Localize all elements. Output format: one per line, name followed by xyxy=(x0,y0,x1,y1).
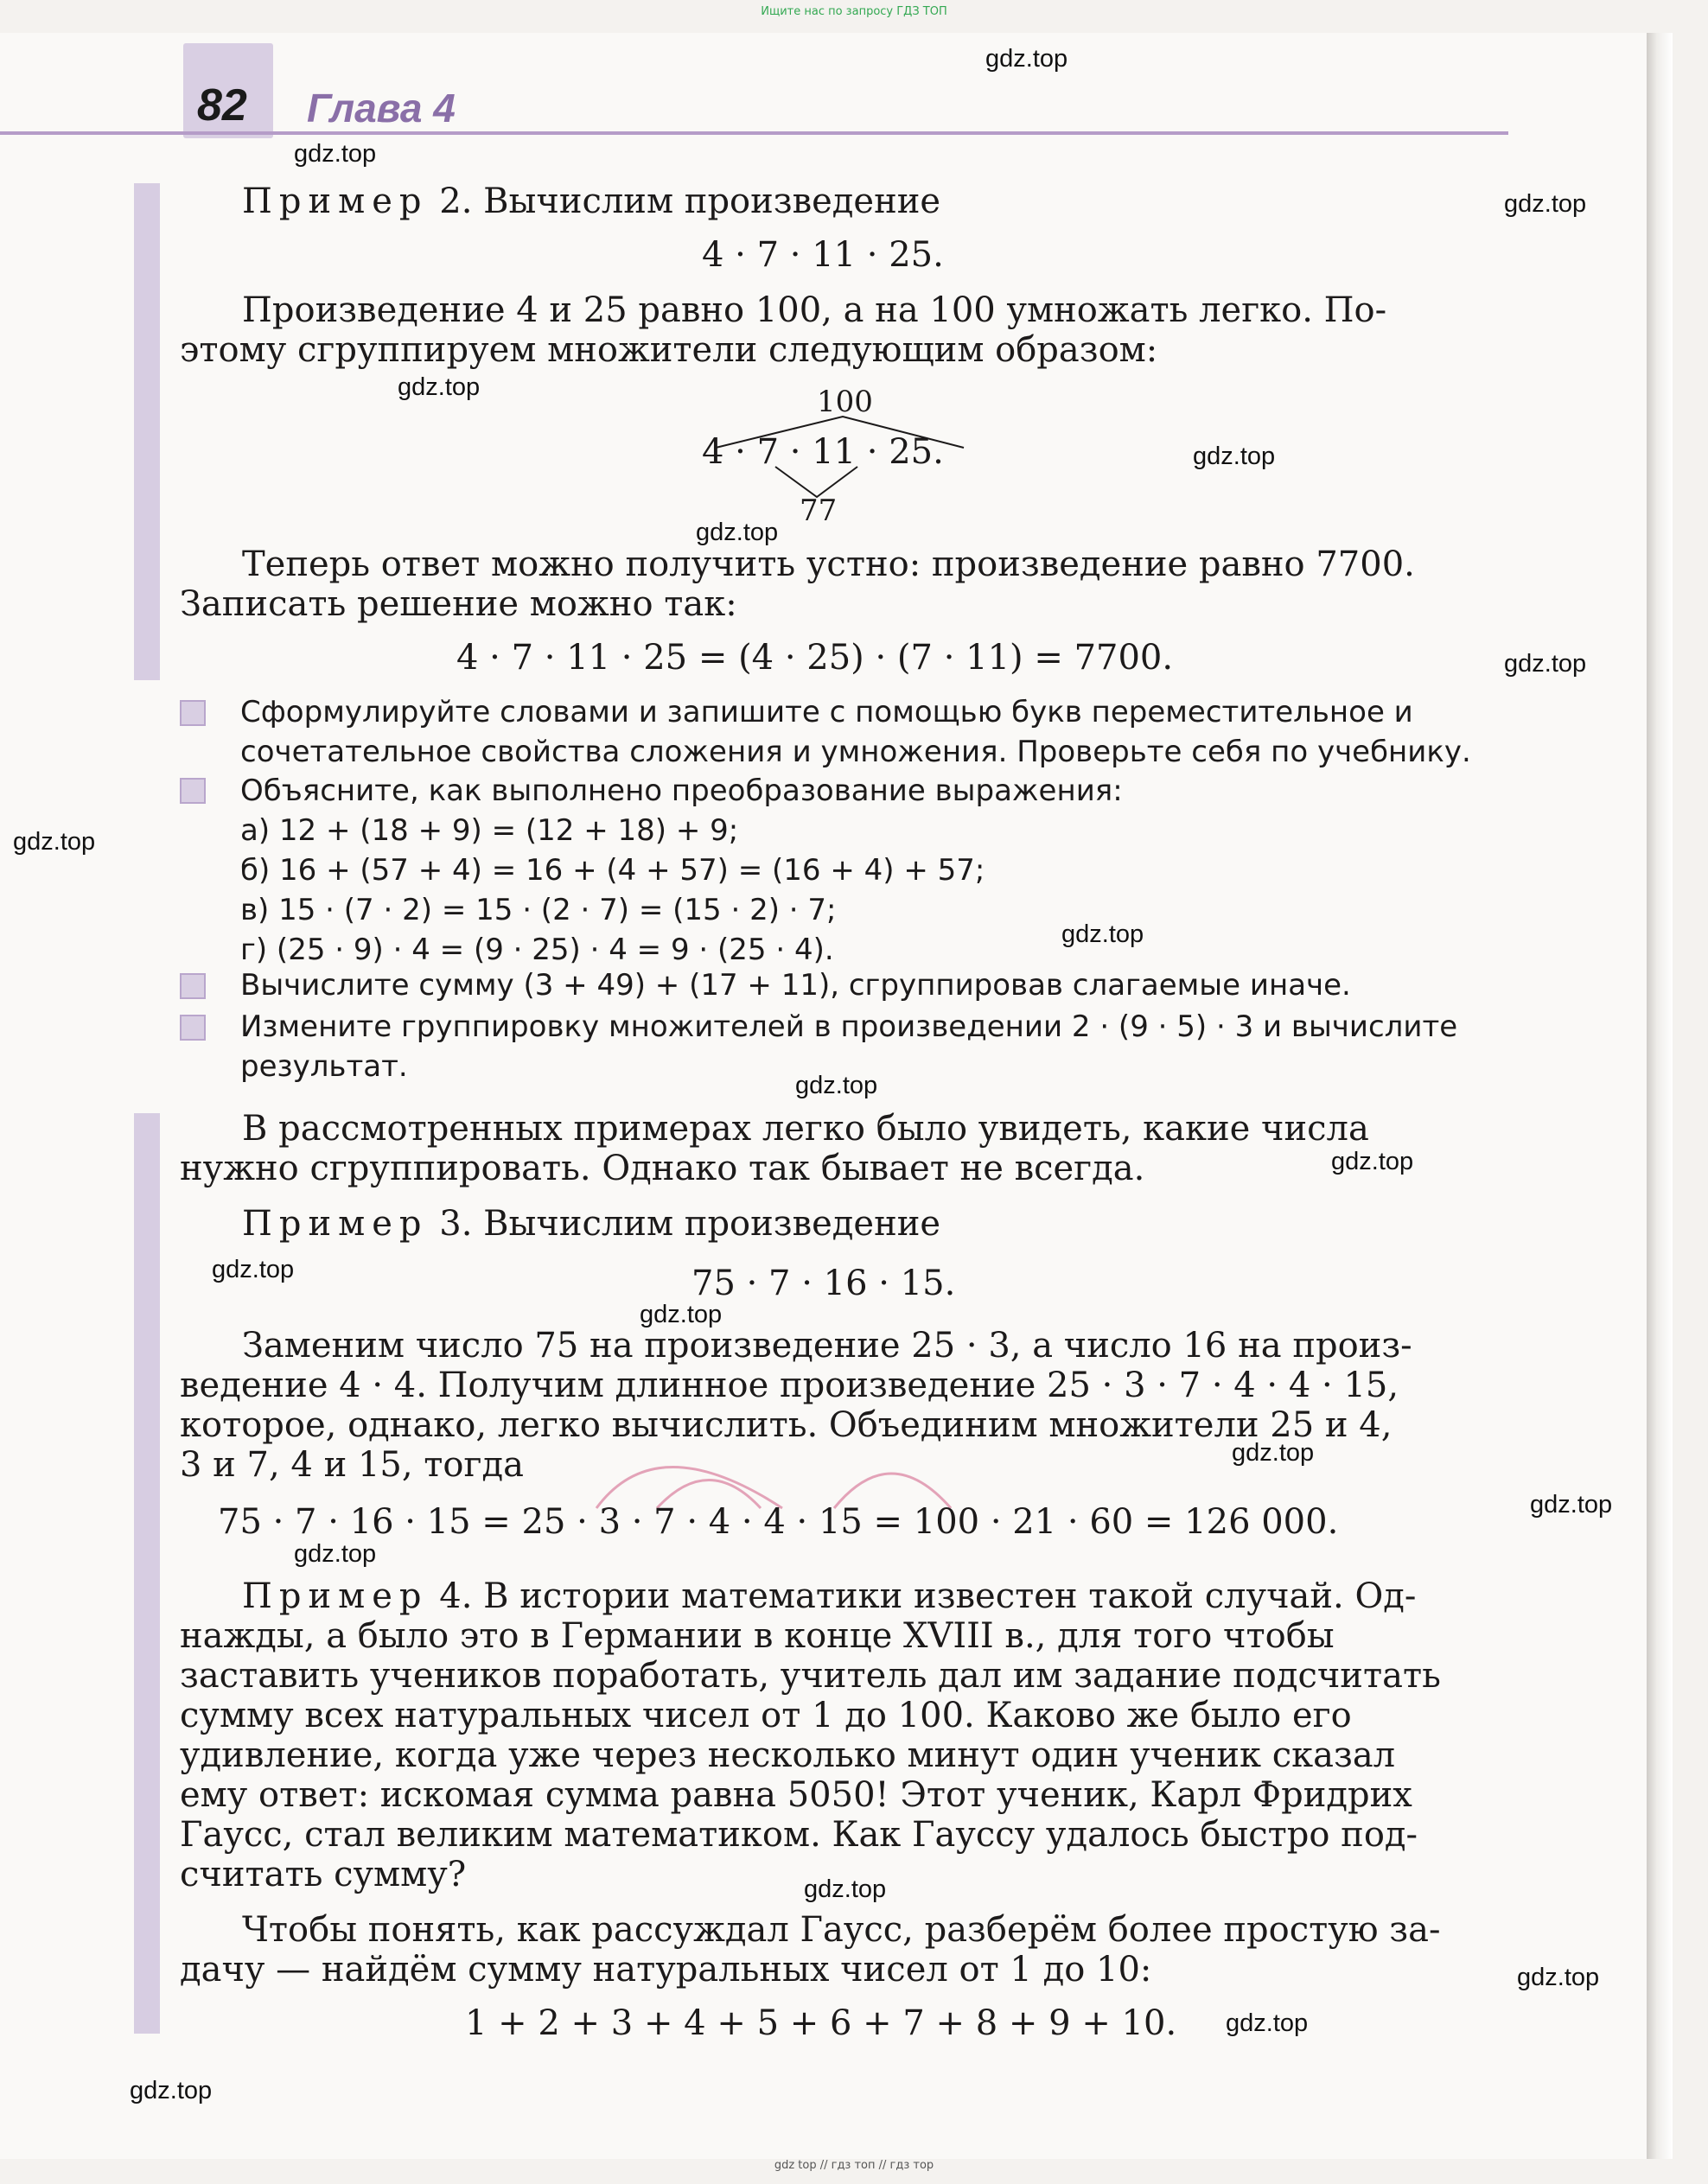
diagram-expression: 4 · 7 · 11 · 25. xyxy=(702,432,944,472)
example3-solution: 75 · 7 · 16 · 15 = 25 · 3 · 7 · 4 · 4 · 15 = 100 · 21 · 60 = 126 000. xyxy=(218,1502,1339,1542)
watermark: gdz.top xyxy=(804,1875,887,1903)
watermark: gdz.top xyxy=(294,1540,377,1568)
paragraph-line: 3 и 7, 4 и 15, тогда xyxy=(180,1445,524,1485)
watermark: gdz.top xyxy=(795,1072,878,1099)
paragraph-line: этому сгруппируем множители следующим образом: xyxy=(180,330,1158,370)
paragraph-line: дачу — найдём сумму натуральных чисел от 1 до 10: xyxy=(180,1950,1152,1990)
example4-sum: 1 + 2 + 3 + 4 + 5 + 6 + 7 + 8 + 9 + 10. xyxy=(465,2003,1177,2043)
question-item: г) (25 · 9) · 4 = (9 · 25) · 4 = 9 · (25 · 4). xyxy=(240,933,834,967)
question-item: а) 12 + (18 + 9) = (12 + 18) + 9; xyxy=(240,813,739,848)
paragraph-line: нужно сгруппировать. Однако так бывает не всегда. xyxy=(180,1149,1145,1188)
watermark: gdz.top xyxy=(1193,443,1276,470)
example-title: 3. Вычислим произведение xyxy=(439,1204,941,1244)
example-label: Пример xyxy=(242,181,429,221)
example-title: 2. Вычислим произведение xyxy=(439,181,941,221)
paragraph-line: ведение 4 · 4. Получим длинное произведение 25 · 3 · 7 · 4 · 4 · 15, xyxy=(180,1366,1399,1405)
diagram-top-label: 100 xyxy=(817,385,873,419)
watermark: gdz.top xyxy=(1061,920,1144,948)
question-line: Сформулируйте словами и запишите с помощью букв переместительное и xyxy=(240,695,1413,729)
paragraph-line: сумму всех натуральных чисел от 1 до 100. Каково же было его xyxy=(180,1696,1352,1735)
paragraph-line: Чтобы понять, как рассуждал Гаусс, разберём более простую за- xyxy=(242,1910,1441,1950)
paragraph-line: Заменим число 75 на произведение 25 · 3, а число 16 на произ- xyxy=(242,1326,1412,1366)
example-label: Пример xyxy=(242,1576,429,1616)
watermark: gdz.top xyxy=(1331,1148,1414,1175)
watermark: gdz.top xyxy=(1226,2009,1309,2037)
paragraph-line: В рассмотренных примерах легко было увидеть, какие числа xyxy=(242,1109,1369,1149)
watermark: gdz.top xyxy=(1517,1964,1600,1991)
paragraph-line: нажды, а было это в Германии в конце XVIII в., для того чтобы xyxy=(180,1616,1335,1656)
page-number: 82 xyxy=(197,80,247,131)
question-line: Объясните, как выполнено преобразование выражения: xyxy=(240,774,1123,808)
question-line: результат. xyxy=(240,1049,408,1084)
watermark: gdz.top xyxy=(985,45,1068,73)
chapter-title: Глава 4 xyxy=(307,86,456,131)
watermark: gdz.top xyxy=(212,1256,295,1283)
bottom-banner[interactable]: gdz top // гдз топ // гдз тор xyxy=(774,2159,934,2172)
example-label: Пример xyxy=(242,1204,429,1244)
watermark: gdz.top xyxy=(1530,1491,1613,1519)
example-title: 4. В истории математики известен такой случай. Од- xyxy=(439,1576,1417,1616)
example2-solution: 4 · 7 · 11 · 25 = (4 · 25) · (7 · 11) = 7700. xyxy=(456,638,1174,678)
diagram-bottom-label: 77 xyxy=(800,493,838,528)
top-banner[interactable]: Ищите нас по запросу ГДЗ ТОП xyxy=(761,5,947,18)
watermark: gdz.top xyxy=(130,2077,213,2104)
question-line: Вычислите сумму (3 + 49) + (17 + 11), сгруппировав слагаемые иначе. xyxy=(240,968,1351,1003)
example3-expression: 75 · 7 · 16 · 15. xyxy=(691,1264,956,1303)
paragraph-line: Гаусс, стал великим математиком. Как Гауссу удалось быстро под- xyxy=(180,1815,1418,1855)
watermark: gdz.top xyxy=(640,1301,723,1328)
paragraph-line: заставить учеников поработать, учитель дал им задание подсчитать xyxy=(180,1656,1441,1696)
question-item: б) 16 + (57 + 4) = 16 + (4 + 57) = (16 + 4) + 57; xyxy=(240,853,985,888)
paragraph-line: Теперь ответ можно получить устно: произведение равно 7700. xyxy=(242,544,1415,584)
example4-heading xyxy=(242,1576,1416,1616)
paragraph-line: которое, однако, легко вычислить. Объединим множители 25 и 4, xyxy=(180,1405,1393,1445)
watermark: gdz.top xyxy=(294,140,377,168)
watermark: gdz.top xyxy=(1232,1439,1315,1467)
question-line: Измените группировку множителей в произведении 2 · (9 · 5) · 3 и вычислите xyxy=(240,1009,1458,1044)
watermark: gdz.top xyxy=(13,828,96,856)
question-item: в) 15 · (7 · 2) = 15 · (2 · 7) = (15 · 2) · 7; xyxy=(240,893,837,927)
watermark: gdz.top xyxy=(696,519,779,546)
question-line: сочетательное свойства сложения и умножения. Проверьте себя по учебнику. xyxy=(240,735,1471,769)
paragraph-line: Записать решение можно так: xyxy=(180,584,737,624)
paragraph-line: Произведение 4 и 25 равно 100, а на 100 умножать легко. По- xyxy=(242,290,1387,330)
example2-expression: 4 · 7 · 11 · 25. xyxy=(702,235,944,275)
paragraph-line: считать сумму? xyxy=(180,1855,467,1894)
paragraph-line: удивление, когда уже через несколько минут один ученик сказал xyxy=(180,1735,1396,1775)
watermark: gdz.top xyxy=(1504,650,1587,678)
watermark: gdz.top xyxy=(1504,190,1587,218)
paragraph-line: ему ответ: искомая сумма равна 5050! Этот ученик, Карл Фридрих xyxy=(180,1775,1412,1815)
watermark: gdz.top xyxy=(398,373,481,401)
